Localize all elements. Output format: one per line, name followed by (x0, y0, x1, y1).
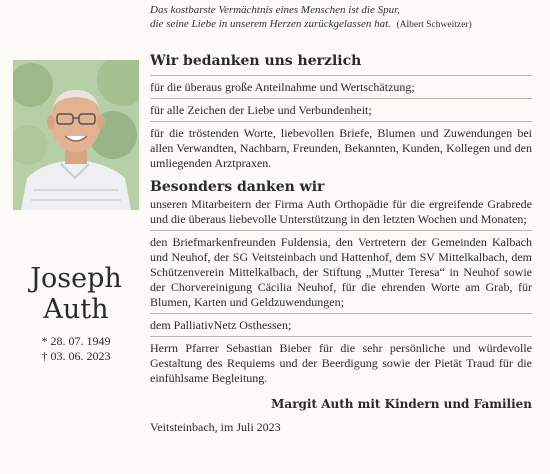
quote-author: (Albert Schweitzer) (396, 19, 472, 30)
special-item: unseren Mitarbeitern der Firma Auth Orthopädie für die ergreifende Grabrede und die überaus liebevolle Unterstützung in den letzten Wochen und Monaten; (150, 197, 532, 226)
birth-date: * 28. 07. 1949 (41, 334, 111, 348)
quote-line-2 (150, 18, 540, 33)
special-heading: Besonders danken wir (150, 179, 325, 195)
thanks-item: für die überaus große Anteilnahme und Wertschätzung; (150, 80, 415, 94)
portrait-illustration (13, 60, 139, 210)
quote (150, 4, 540, 32)
special-item: dem PalliativNetz Osthessen; (150, 318, 292, 332)
life-dates (13, 334, 139, 364)
special-item: Herrn Pfarrer Sebastian Bieber für die sehr persönliche und würdevolle Gestaltung des Requiems und der Beerdigung sowie der Pietät Traud für die einfühlsame Begleitung. (150, 341, 532, 385)
thanks-item: für alle Zeichen der Liebe und Verbundenheit; (150, 103, 372, 117)
thanks-heading: Wir bedanken uns herzlich (150, 53, 362, 69)
thanks-item: für die tröstenden Worte, liebevollen Briefe, Blumen und Zuwendungen bei allen Verwandten, Nachbarn, Freunden, Bekannten, Kunden, Kollegen und den umliegenden Arztpraxen. (150, 126, 532, 170)
portrait-photo (13, 60, 139, 210)
place-date: Veitsteinbach, im Juli 2023 (150, 420, 281, 434)
death-date: † 03. 06. 2023 (41, 349, 111, 363)
quote-line-1: Das kostbarste Vermächtnis eines Menschen ist die Spur, (150, 4, 400, 16)
last-name: Auth (43, 294, 109, 325)
first-name: Joseph (30, 263, 122, 294)
special-item: den Briefmarkenfreunden Fuldensia, den Vertretern der Gemeinden Kalbach und Neuhof, der SG Veitsteinbach und Hattenhof, dem SV Mittelkalbach, dem Schützenverein Mittelkalbach, der Stiftung „Mutter Teresa“ in Neuhof sowie der Chorvereinigung Cäcilia Neuhof, für die ehrenden Worte am Grab, für Blumen, Karten und Geldzuwendungen; (150, 235, 532, 309)
deceased-name (13, 263, 139, 325)
quote-line-2-text: die seine Liebe in unserem Herzen zurückgelassen hat. (150, 17, 391, 30)
signature: Margit Auth mit Kindern und Familien (271, 397, 532, 411)
thanks-text (150, 51, 532, 435)
